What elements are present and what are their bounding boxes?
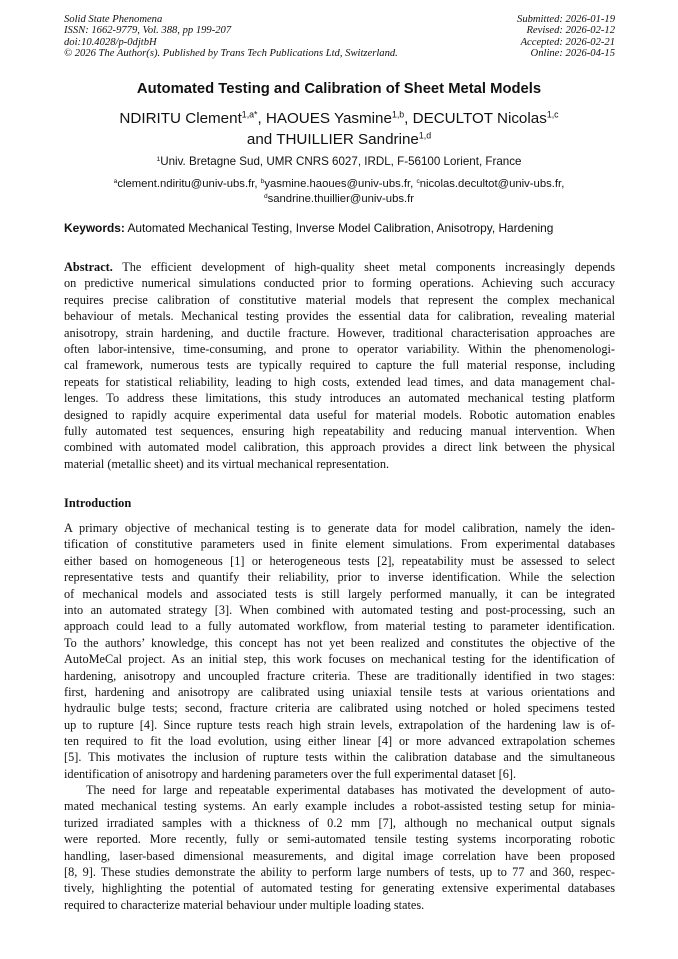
abstract-line: often labor-intensive, time-consuming, and prone to operator variability. Within the phenomenologi- xyxy=(64,341,615,356)
paragraph-line: representative tests and quantify their reliability, prior to inverse identification. While the selection xyxy=(64,570,615,585)
email-mark: d xyxy=(263,192,268,200)
paragraph-line: handling, laser-based dimensional measurements, and digital image correlation have been proposed xyxy=(64,848,615,863)
abstract-label: Abstract. xyxy=(64,260,113,274)
author-name: and THUILLIER Sandrine xyxy=(246,131,419,148)
section-heading-introduction: Introduction xyxy=(64,496,132,510)
introduction-paragraph xyxy=(64,782,615,913)
email-mark: b xyxy=(260,177,265,185)
email-a[interactable]: clement.ndiritu@univ-ubs.fr, xyxy=(117,178,261,190)
paragraph-line: identification of anisotropy and hardening parameters over the full experimental dataset [6]. xyxy=(64,766,517,781)
author-name: , DECULTOT Nicolas xyxy=(404,110,547,127)
abstract xyxy=(64,259,615,472)
paragraph-line: A primary objective of mechanical testing is to generate data for model calibration, namely the iden- xyxy=(64,521,615,535)
paragraph-line: required to characterize material behaviour under multiple loading states. xyxy=(64,897,425,912)
revised-date: Revised: 2026-02-12 xyxy=(526,25,615,37)
abstract-line: designed to rapidly acquire experimental data useful for material models. Robotic automation enables xyxy=(64,407,615,422)
paragraph-line: either based on homogeneous [1] or heterogeneous tests [2], repeatability must be assessed to select xyxy=(64,553,615,568)
abstract-line: fully automated test sequences, ensuring high repeatability and reducing manual intervention. When xyxy=(64,423,615,438)
paragraph-line: mated mechanical testing systems. An early example includes a robot-assisted testing setup for minia- xyxy=(64,799,615,814)
abstract-line: material (metallic sheet) and its virtual mechanical representation. xyxy=(64,456,390,471)
abstract-line: behaviour of metals. Mechanical testing provides the essential data for calibration, revealing material xyxy=(64,309,615,324)
doi[interactable]: doi:10.4028/p-0djtbH xyxy=(64,36,157,48)
affiliation xyxy=(0,155,678,169)
keywords xyxy=(64,221,624,236)
abstract-line: repeats for statistical reliability, leading to high costs, extended lead times, and data management chal- xyxy=(64,374,615,389)
journal-header xyxy=(64,14,615,60)
author-emails xyxy=(0,177,678,207)
paragraph-line: tively, highlighting the potential of automated testing for generating extensive experimental databases xyxy=(64,881,615,896)
paragraph-line: were reported. More recently, fully or semi-automated tensile testing systems incorporating robotic xyxy=(64,832,615,847)
paragraph-line: AutoMeCal project. As an initial step, this work focuses on mechanical testing for the identification of xyxy=(64,652,615,667)
paragraph-line: approach could lead to a fully automated workflow, from material testing to parameter identification. xyxy=(64,619,615,634)
accepted-date: Accepted: 2026-02-21 xyxy=(520,36,615,48)
author-name: NDIRITU Clement xyxy=(119,110,242,127)
paragraph-line: hydraulic bulge tests; second, fracture criteria are calibrated using notched or holed specimens tested xyxy=(64,701,615,716)
abstract-line: lenges. To address these limitations, this study introduces an automated mechanical testing platform xyxy=(64,391,615,406)
paragraph-line: hardening, anisotropy and uncoupled fracture criteria. These are traditionally identified in two stages: xyxy=(64,668,615,683)
keywords-label: Keywords: xyxy=(64,221,125,235)
paragraph-line: turized irradiated samples with a thickness of 0.2 mm [7], although no mechanical output signals xyxy=(64,815,615,830)
email-mark: c xyxy=(416,177,420,185)
paragraph-line: of mechanical models and associated tests is still largely performed manually, it can be integrated xyxy=(64,586,615,601)
email-c[interactable]: nicolas.decultot@univ-ubs.fr, xyxy=(419,178,565,190)
author-affiliation-mark: 1,c xyxy=(546,109,559,120)
online-date: Online: 2026-04-15 xyxy=(530,48,615,60)
issn-volume: ISSN: 1662-9779, Vol. 388, pp 199-207 xyxy=(64,25,232,37)
email-mark: a xyxy=(113,177,118,185)
paragraph-line: ten required to fit the load evolution, using either linear [4] or more advanced extrapolation schemes xyxy=(64,734,615,749)
paper-title: Automated Testing and Calibration of Sheet Metal Models xyxy=(136,81,542,97)
paragraph-line: into an automated strategy [3]. When combined with automated testing and post-processing, such an xyxy=(64,602,615,617)
author-affiliation-mark: 1,a* xyxy=(241,109,258,120)
paragraph-line: The need for large and repeatable experimental databases has motivated the development of auto- xyxy=(86,783,615,797)
paragraph-line: [8, 9]. These studies demonstrate the ability to perform large numbers of tests, up to 77 and 360, respec- xyxy=(64,864,615,879)
abstract-line: anisotropy, strain hardening, and ductile fracture. However, traditional characterisation approaches are xyxy=(64,325,615,340)
author-affiliation-mark: 1,d xyxy=(418,130,432,141)
email-b[interactable]: yasmine.haoues@univ-ubs.fr, xyxy=(264,178,417,190)
author-list xyxy=(0,108,678,150)
author-name: , HAOUES Yasmine xyxy=(257,110,392,127)
paragraph-line: tification of constitutive parameters used in finite element simulations. From experimental databases xyxy=(64,537,615,552)
paragraph-line: up to rupture [4]. Since rupture tests reach high strain levels, extrapolation of the hardening law is of- xyxy=(64,717,615,732)
affiliation-mark: 1 xyxy=(156,155,161,163)
affiliation-text: Univ. Bretagne Sud, UMR CNRS 6027, IRDL, F-56100 Lorient, France xyxy=(160,155,522,168)
author-affiliation-mark: 1,b xyxy=(391,109,405,120)
abstract-line: on predictive numerical simulations conducted prior to forming operations. Achieving such accuracy xyxy=(64,276,615,291)
submitted-date: Submitted: 2026-01-19 xyxy=(517,14,615,25)
paragraph-line: [5]. This motivates the inclusion of rupture tests within the calibration database and the simultaneous xyxy=(64,750,615,765)
introduction-paragraph xyxy=(64,520,615,782)
journal-name: Solid State Phenomena xyxy=(64,14,163,25)
abstract-line: cal framework, numerous tests are typically required to capture the full material response, including xyxy=(64,358,615,373)
copyright: © 2026 The Author(s). Published by Trans Tech Publications Ltd, Switzerland. xyxy=(64,48,398,60)
abstract-line: requires precise calibration of constitutive material models that represent the complex mechanical xyxy=(64,292,615,307)
paragraph-line: To the authors’ knowledge, this concept has not yet been realized and constitutes the objective of the xyxy=(64,635,615,650)
paragraph-line: first, hardening and anisotropy are calibrated using uniaxial tensile tests at various orientations and xyxy=(64,684,615,699)
abstract-line: The efficient development of high-quality sheet metal components increasingly depends xyxy=(112,260,615,274)
abstract-line: combined with automated model calibration, this approach provides a direct link between the physical xyxy=(64,440,615,455)
keywords-text: Automated Mechanical Testing, Inverse Model Calibration, Anisotropy, Hardening xyxy=(124,221,554,235)
email-d[interactable]: sandrine.thuillier@univ-ubs.fr xyxy=(267,193,415,205)
